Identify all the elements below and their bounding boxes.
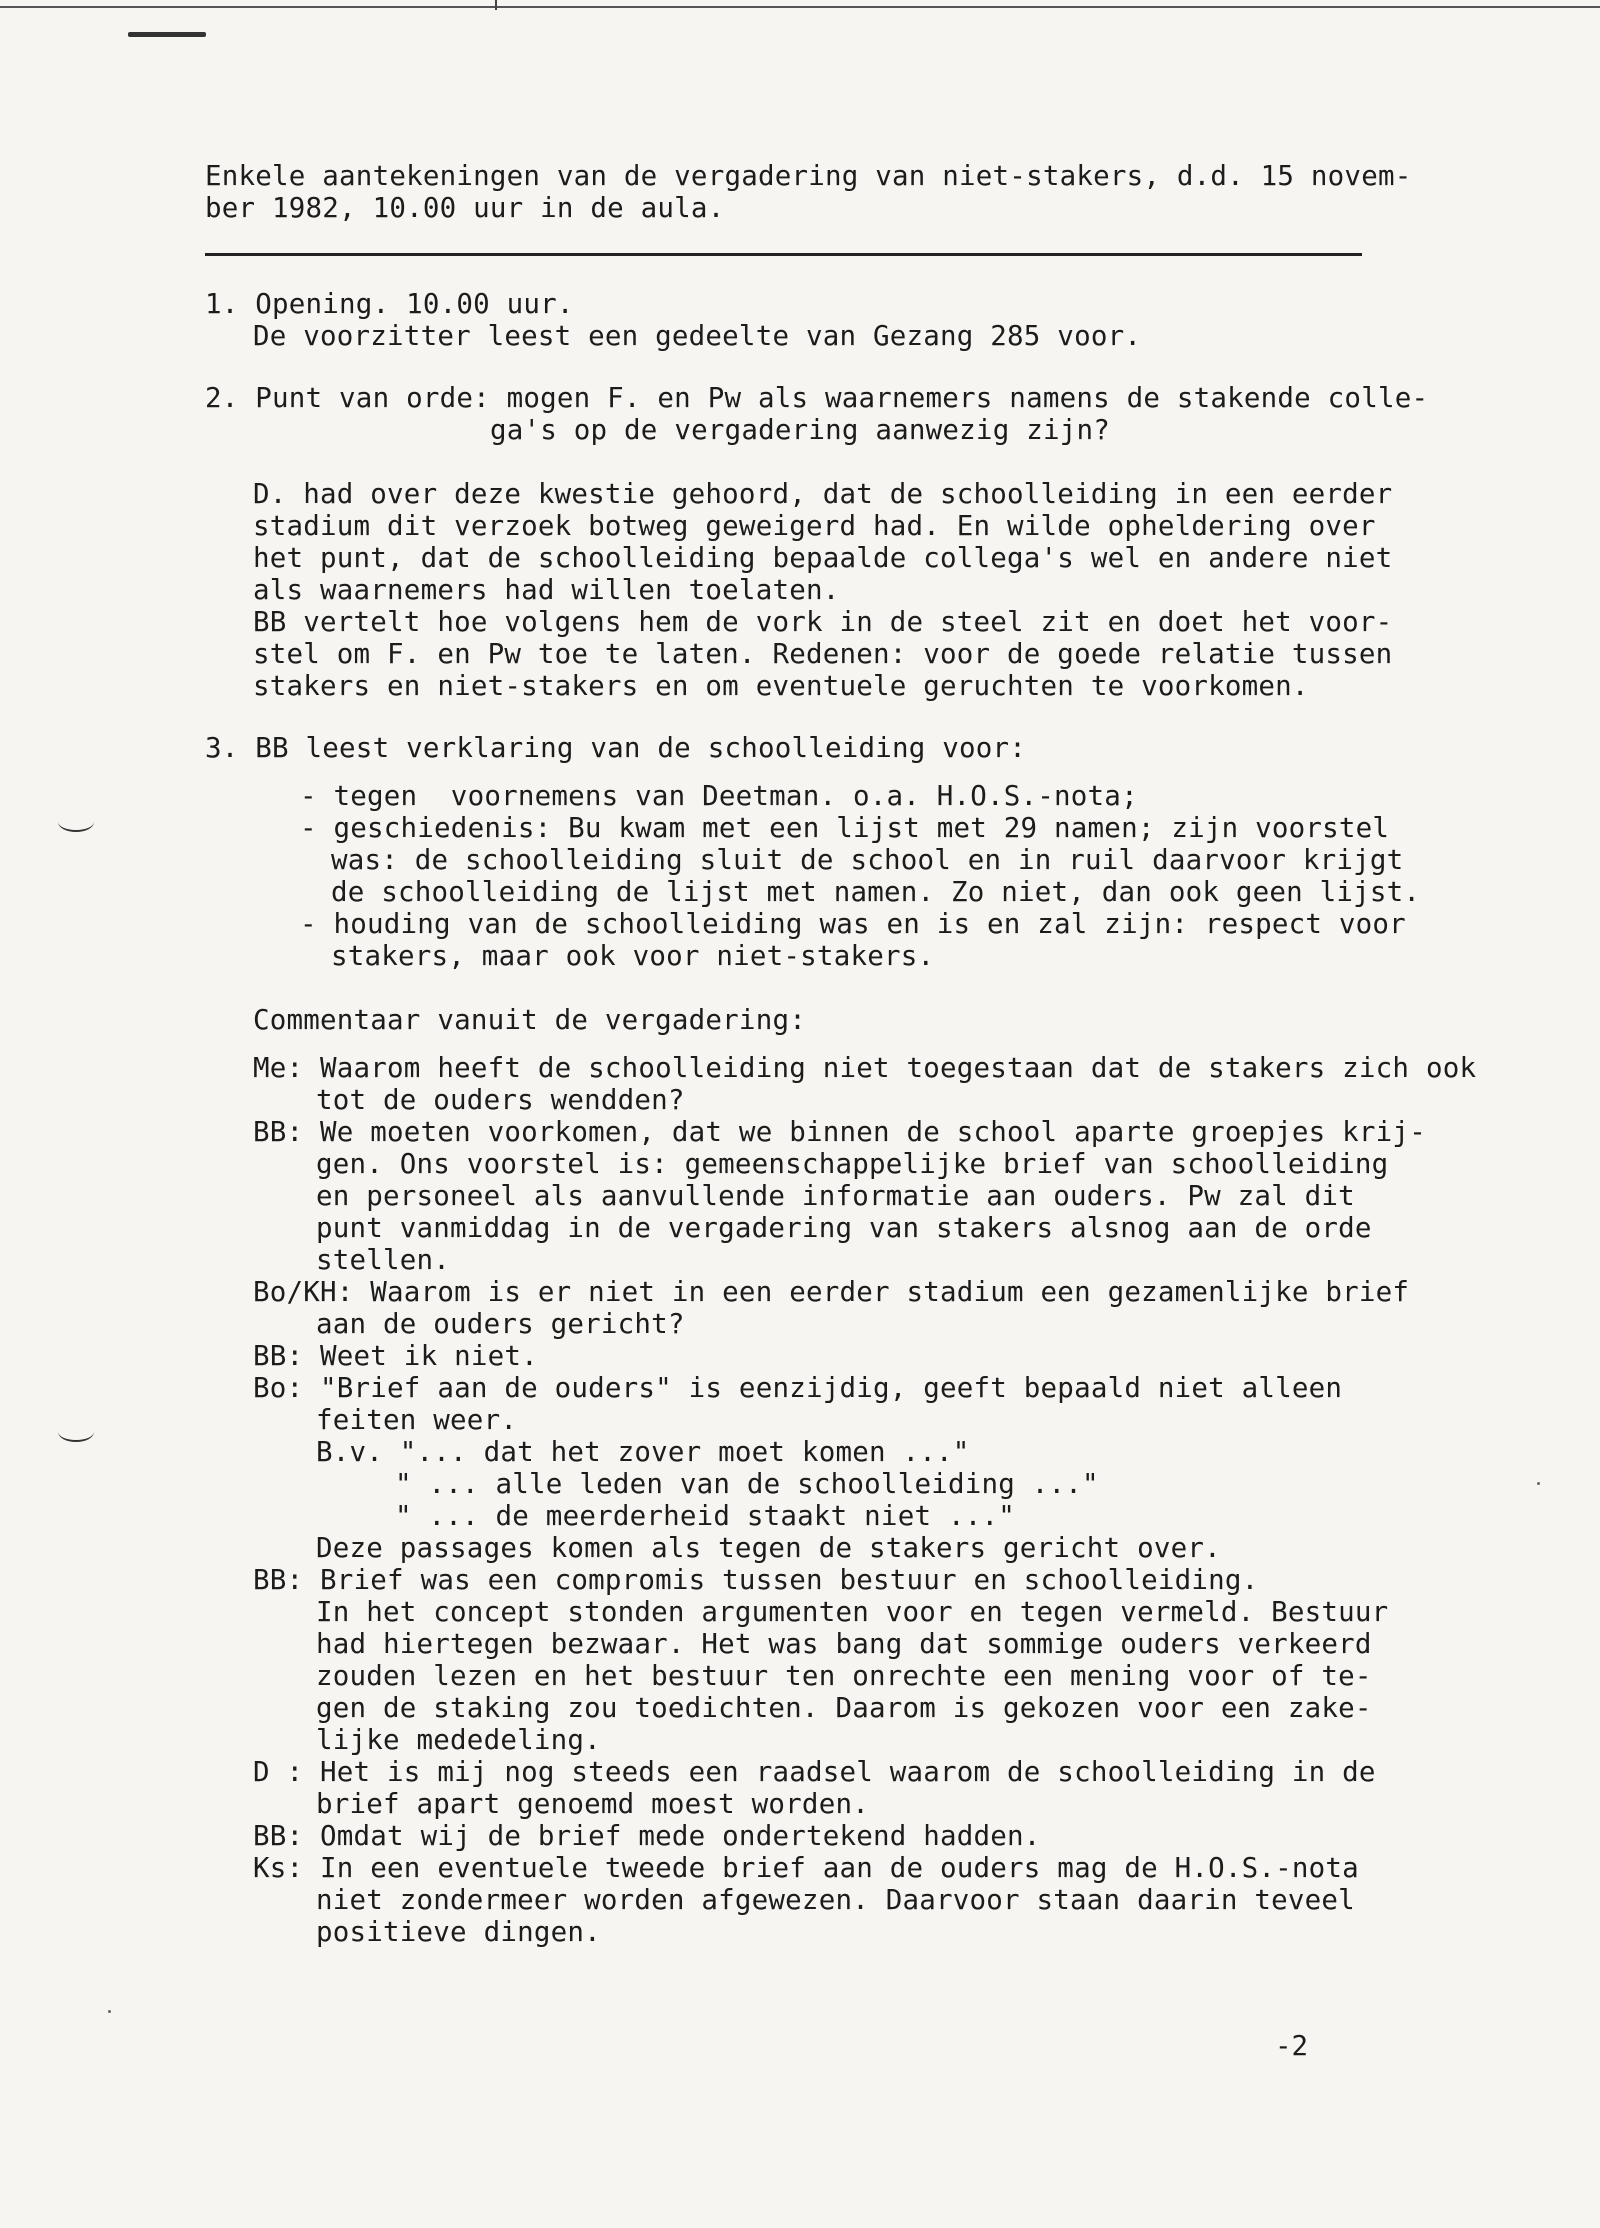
text-line: Bo/KH: Waarom is er niet in een eerder stadium een gezamenlijke brief (253, 1276, 1410, 1308)
text-line: D. had over deze kwestie gehoord, dat de schoolleiding in een eerder (253, 478, 1393, 510)
heading-line: Enkele aantekeningen van de vergadering van niet-stakers, d.d. 15 novem- (205, 160, 1412, 192)
text-line: en personeel als aanvullende informatie aan ouders. Pw zal dit (316, 1180, 1355, 1212)
paper-speck (108, 2010, 111, 2013)
text-line: het punt, dat de schoolleiding bepaalde collega's wel en andere niet (253, 542, 1393, 574)
text-line: Me: Waarom heeft de schoolleiding niet toegestaan dat de stakers zich ook (253, 1052, 1477, 1084)
text-line: aan de ouders gericht? (316, 1308, 685, 1340)
text-line: - tegen voornemens van Deetman. o.a. H.O.S.-nota; (300, 780, 1138, 812)
text-line: tot de ouders wendden? (316, 1084, 685, 1116)
text-line: ga's op de vergadering aanwezig zijn? (490, 414, 1110, 446)
text-line: de schoolleiding de lijst met namen. Zo niet, dan ook geen lijst. (331, 876, 1421, 908)
text-line: positieve dingen. (316, 1916, 601, 1948)
text-line: had hiertegen bezwaar. Het was bang dat sommige ouders verkeerd (316, 1628, 1372, 1660)
text-line: punt vanmiddag in de vergadering van stakers alsnog aan de orde (316, 1212, 1372, 1244)
text-line: BB: Weet ik niet. (253, 1340, 538, 1372)
text-line: was: de schoolleiding sluit de school en in ruil daarvoor krijgt (331, 844, 1404, 876)
text-line: BB vertelt hoe volgens hem de vork in de steel zit en doet het voor- (253, 606, 1393, 638)
text-line: stakers en niet-stakers en om eventuele geruchten te voorkomen. (253, 670, 1309, 702)
text-line: BB: We moeten voorkomen, dat we binnen de school aparte groepjes krij- (253, 1116, 1426, 1148)
text-line: 3. BB leest verklaring van de schoolleiding voor: (205, 732, 1027, 764)
text-line: lijke mededeling. (316, 1724, 601, 1756)
text-line: gen. Ons voorstel is: gemeenschappelijke brief van schoolleiding (316, 1148, 1389, 1180)
text-line: niet zondermeer worden afgewezen. Daarvoor staan daarin teveel (316, 1884, 1355, 1916)
text-line: feiten weer. (316, 1404, 518, 1436)
text-line: als waarnemers had willen toelaten. (253, 574, 840, 606)
text-line: B.v. "... dat het zover moet komen ..." (316, 1436, 970, 1468)
text-line: stadium dit verzoek botweg geweigerd had. En wilde opheldering over (253, 510, 1376, 542)
paper-speck (1537, 1482, 1540, 1485)
text-line: In het concept stonden argumenten voor en tegen vermeld. Bestuur (316, 1596, 1389, 1628)
top-edge-line (0, 6, 1600, 8)
text-line: Ks: In een eventuele tweede brief aan de ouders mag de H.O.S.-nota (253, 1852, 1359, 1884)
text-line: Bo: "Brief aan de ouders" is eenzijdig, geeft bepaald niet alleen (253, 1372, 1343, 1404)
text-line: D : Het is mij nog steeds een raadsel waarom de schoolleiding in de (253, 1756, 1376, 1788)
text-line: Deze passages komen als tegen de stakers gericht over. (316, 1532, 1221, 1564)
text-line: De voorzitter leest een gedeelte van Gezang 285 voor. (253, 320, 1142, 352)
heading-rule (205, 253, 1362, 256)
text-line: zouden lezen en het bestuur ten onrechte een mening voor of te- (316, 1660, 1372, 1692)
punch-hole-mark (58, 1422, 94, 1442)
text-line: gen de staking zou toedichten. Daarom is gekozen voor een zake- (316, 1692, 1372, 1724)
text-line: stellen. (316, 1244, 451, 1276)
top-margin-mark (128, 32, 206, 37)
punch-hole-mark (58, 812, 94, 832)
text-line: Commentaar vanuit de vergadering: (253, 1004, 806, 1036)
page-number: -2 (1275, 2030, 1309, 2062)
text-line: " ... de meerderheid staakt niet ..." (395, 1500, 1015, 1532)
top-tick-mark (495, 0, 497, 10)
text-line: - houding van de schoolleiding was en is en zal zijn: respect voor (300, 908, 1406, 940)
text-line: 2. Punt van orde: mogen F. en Pw als waarnemers namens de stakende colle- (205, 382, 1429, 414)
text-line: BB: Omdat wij de brief mede ondertekend hadden. (253, 1820, 1041, 1852)
heading-line: ber 1982, 10.00 uur in de aula. (205, 192, 725, 224)
text-line: BB: Brief was een compromis tussen bestuur en schoolleiding. (253, 1564, 1259, 1596)
text-line: stel om F. en Pw toe te laten. Redenen: voor de goede relatie tussen (253, 638, 1393, 670)
text-line: brief apart genoemd moest worden. (316, 1788, 869, 1820)
text-line: - geschiedenis: Bu kwam met een lijst met 29 namen; zijn voorstel (300, 812, 1390, 844)
text-line: 1. Opening. 10.00 uur. (205, 288, 574, 320)
text-line: " ... alle leden van de schoolleiding ..." (395, 1468, 1099, 1500)
text-line: stakers, maar ook voor niet-stakers. (331, 940, 935, 972)
